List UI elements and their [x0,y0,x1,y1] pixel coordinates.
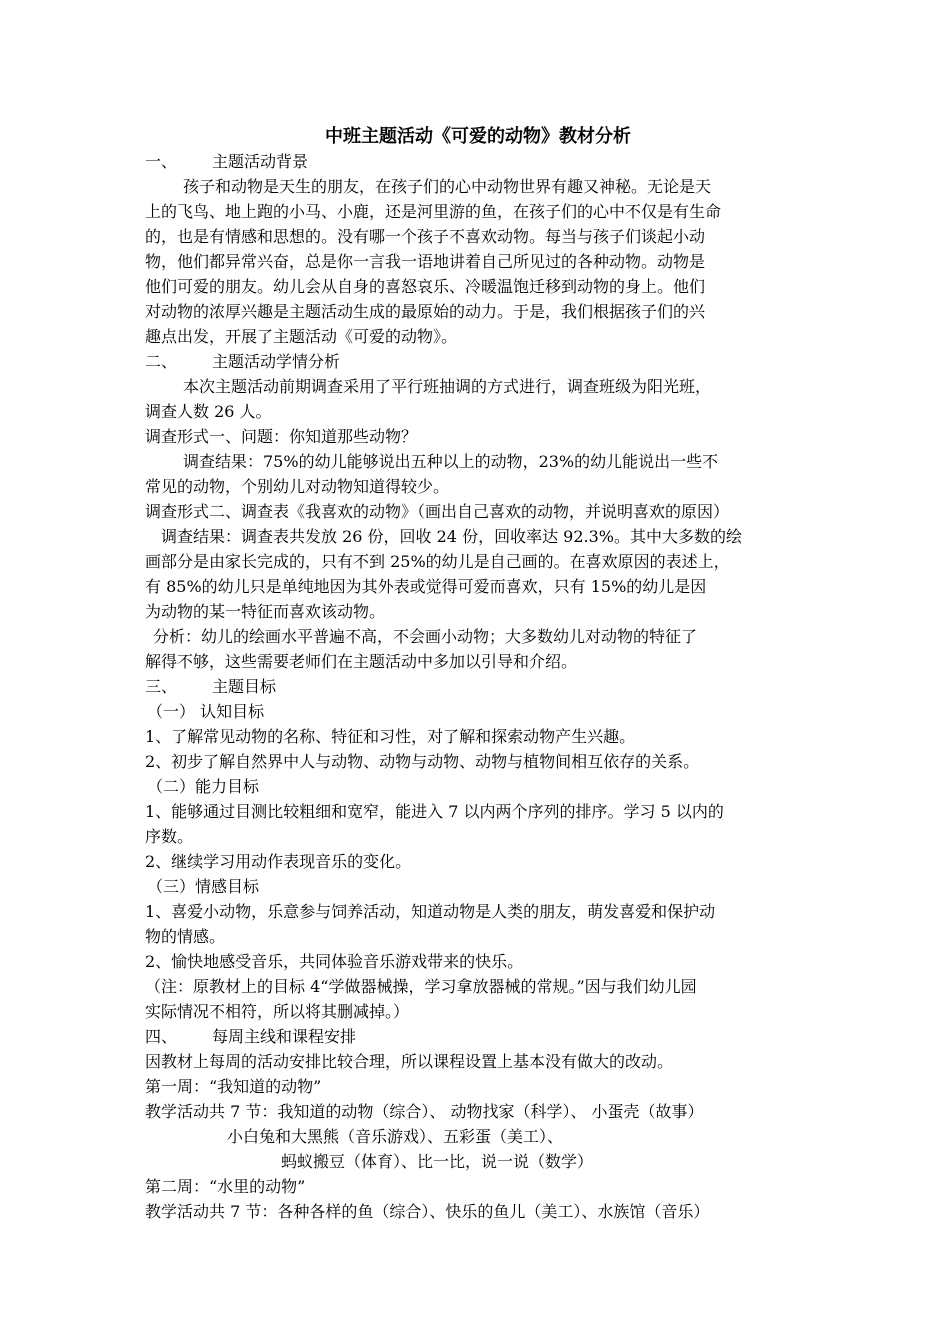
paragraph-line: 有 85%的幼儿只是单纯地因为其外表或觉得可爱而喜欢，只有 15%的幼儿是因 [145,577,707,596]
schedule-line: 教学活动共 7 节：我知道的动物（综合）、 动物找家（科学）、 小蛋壳（故事） [145,1102,704,1121]
paragraph-line: 为动物的某一特征而喜欢该动物。 [145,602,386,621]
paragraph-line: 调查人数 26 人。 [145,402,272,421]
section-title: 主题目标 [212,677,277,696]
schedule-line: 小白兔和大黑熊（音乐游戏）、五彩蛋（美工）、 [227,1127,564,1146]
list-item: 序数。 [145,827,194,846]
paragraph-line: 因教材上每周的活动安排比较合理，所以课程设置上基本没有做大的改动。 [145,1052,674,1071]
paragraph-line: 趣点出发，开展了主题活动《可爱的动物》。 [145,327,458,346]
subsection-title: （二）能力目标 [147,777,260,796]
survey-form-two: 调查形式二、调查表《我喜欢的动物》（画出自己喜欢的动物，并说明喜欢的原因） [145,502,730,521]
document-title: 中班主题活动《可爱的动物》教材分析 [325,126,631,147]
paragraph-line: 画部分是由家长完成的，只有不到 25%的幼儿是自己画的。在喜欢原因的表述上， [145,552,730,571]
note-line: 实际情况不相符，所以将其删减掉。） [145,1002,410,1021]
week-title: 第一周：“我知道的动物” [145,1077,322,1096]
paragraph-line: 物，他们都异常兴奋，总是你一言我一语地讲着自己所见过的各种动物。动物是 [145,252,706,271]
section-number: 二、 [145,352,178,371]
survey-form-one: 调查形式一、问题：你知道那些动物？ [145,427,418,446]
list-item: 1、能够通过目测比较粗细和宽窄，能进入 7 以内两个序列的排序。学习 5 以内的 [145,802,724,821]
section-heading-goals [145,674,811,699]
schedule-line: 教学活动共 7 节：各种各样的鱼（综合）、快乐的鱼儿（美工）、水族馆（音乐） [145,1202,710,1221]
list-item: 1、了解常见动物的名称、特征和习性，对了解和探索动物产生兴趣。 [145,727,636,746]
note-line: （注：原教材上的目标 4“学做器械操，学习拿放器械的常规。”因与我们幼儿园 [145,977,697,996]
section-heading-schedule [145,1024,811,1049]
section-title: 每周主线和课程安排 [212,1027,357,1046]
paragraph-line: 上的飞鸟、地上跑的小马、小鹿，还是河里游的鱼，在孩子们的心中不仅是有生命 [145,202,722,221]
paragraph-line: 对动物的浓厚兴趣是主题活动生成的最原始的动力。于是，我们根据孩子们的兴 [145,302,706,321]
subsection-title: （三）情感目标 [147,877,260,896]
subsection-title: （一） 认知目标 [147,702,265,721]
list-item: 2、初步了解自然界中人与动物、动物与动物、动物与植物间相互依存的关系。 [145,752,700,771]
paragraph-line: 常见的动物，个别幼儿对动物知道得较少。 [145,477,450,496]
list-item: 1、喜爱小动物，乐意参与饲养活动，知道动物是人类的朋友，萌发喜爱和保护动 [145,902,716,921]
week-title: 第二周：“水里的动物” [145,1177,306,1196]
section-number: 一、 [145,152,178,171]
paragraph-line: 他们可爱的朋友。幼儿会从自身的喜怒哀乐、冷暖温饱迁移到动物的身上。他们 [145,277,706,296]
paragraph-line: 调查结果：75%的幼儿能够说出五种以上的动物，23%的幼儿能说出一些不 [183,452,719,471]
section-heading-analysis [145,349,811,374]
section-heading-background [145,149,811,174]
paragraph-line: 的，也是有情感和思想的。没有哪一个孩子不喜欢动物。每当与孩子们谈起小动 [145,227,706,246]
schedule-line: 蚂蚁搬豆（体育）、比一比，说一说（数学） [281,1152,594,1171]
paragraph-line: 分析：幼儿的绘画水平普遍不高，不会画小动物；大多数幼儿对动物的特征了 [153,627,698,646]
list-item: 物的情感。 [145,927,226,946]
list-item: 2、继续学习用动作表现音乐的变化。 [145,852,412,871]
section-number: 三、 [145,677,178,696]
list-item: 2、愉快地感受音乐，共同体验音乐游戏带来的快乐。 [145,952,524,971]
section-title: 主题活动背景 [212,152,309,171]
paragraph-line: 解得不够，这些需要老师们在主题活动中多加以引导和介绍。 [145,652,578,671]
section-title: 主题活动学情分析 [212,352,341,371]
document-page [145,125,811,1224]
section-number: 四、 [145,1027,178,1046]
paragraph-line: 孩子和动物是天生的朋友，在孩子们的心中动物世界有趣又神秘。无论是天 [183,177,712,196]
paragraph-line: 调查结果：调查表共发放 26 份，回收 24 份，回收率达 92.3%。其中大多数的绘 [161,527,742,546]
paragraph-line: 本次主题活动前期调查采用了平行班抽调的方式进行，调查班级为阳光班， [183,377,712,396]
